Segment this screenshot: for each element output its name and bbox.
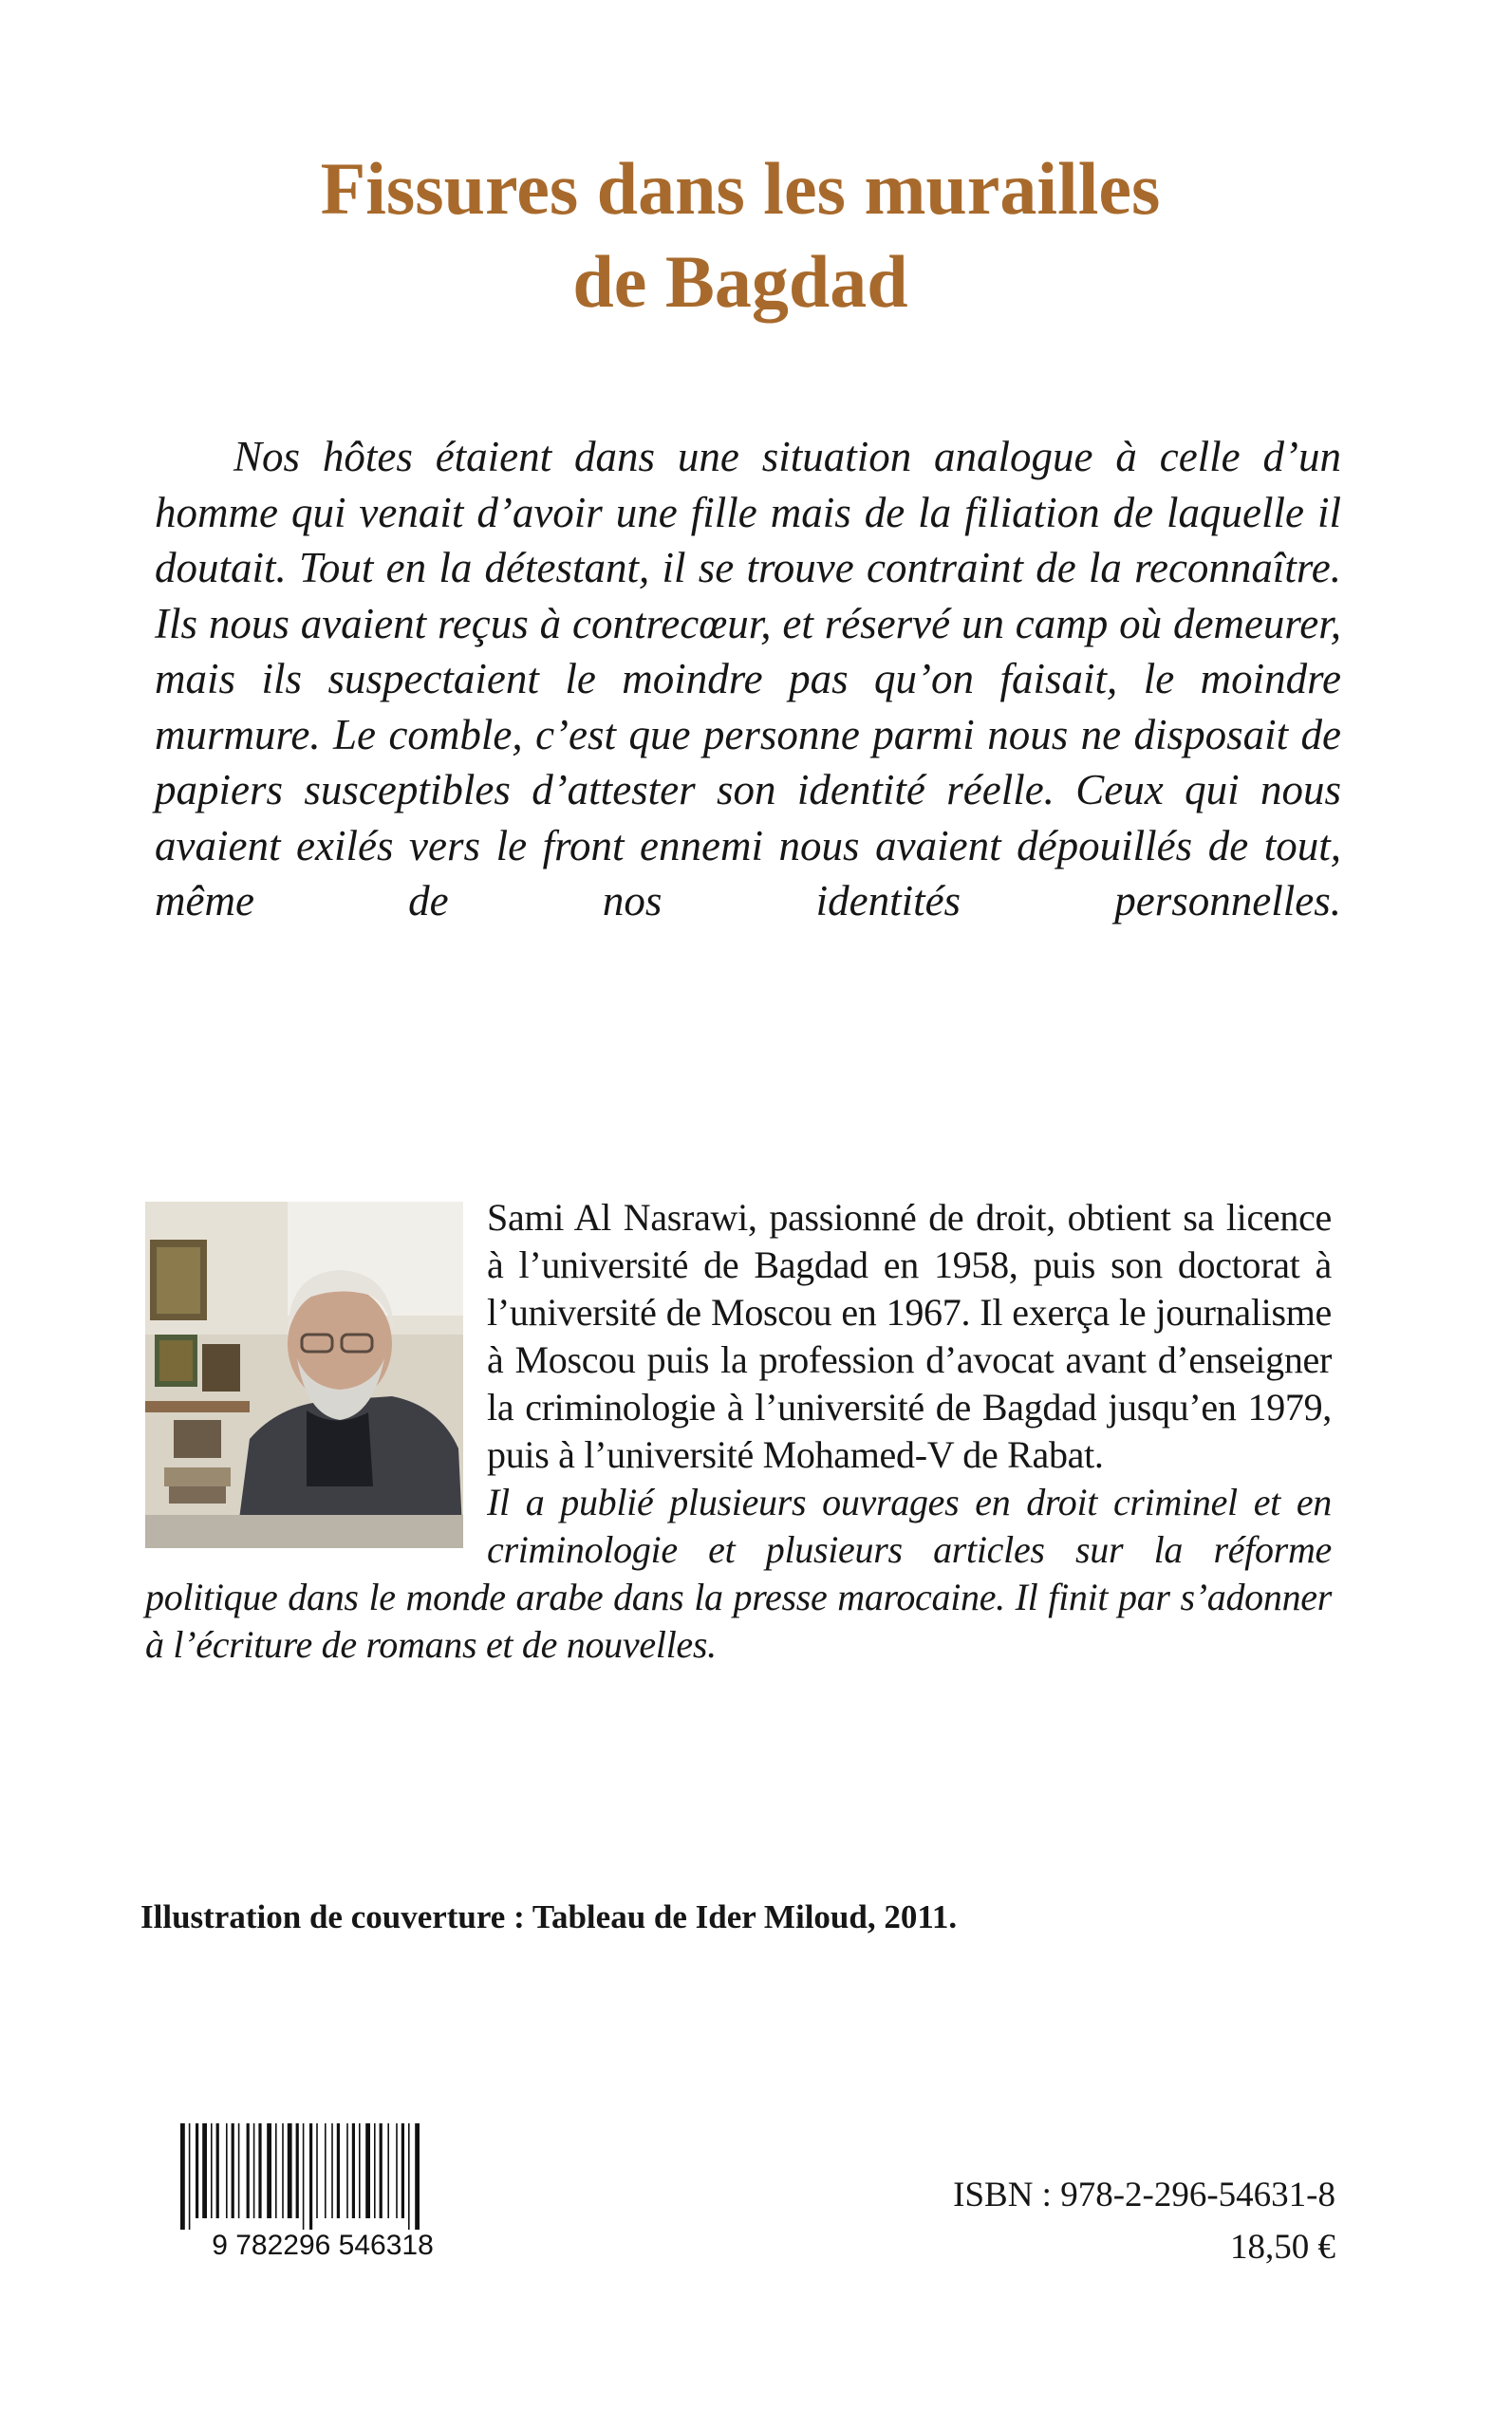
bio-italic-word: nouvelles	[566, 1623, 708, 1666]
barcode-bar	[316, 2123, 318, 2218]
barcode-digits: 9 782296 546318	[212, 2230, 434, 2259]
barcode-bar	[247, 2123, 250, 2218]
barcode-bar	[380, 2123, 383, 2218]
barcode-bar	[374, 2123, 376, 2218]
barcode-bar	[325, 2123, 327, 2218]
barcode-bar	[387, 2123, 389, 2218]
barcode	[171, 2121, 475, 2259]
bio-paragraph-2-end: .	[707, 1623, 717, 1666]
barcode-bar	[232, 2123, 234, 2218]
barcode-bar	[282, 2123, 284, 2218]
cover-illustration-credit: Illustration de couverture : Tableau de Ider Miloud, 2011.	[140, 1898, 958, 1935]
barcode-bar	[180, 2123, 185, 2230]
excerpt-paragraph: Nos hôtes étaient dans une situation analogue à celle d’un homme qui venait d’avoir une fille mais de la filiation de laquelle il doutait. Tout en la détestant, il se trouve contraint de la reconnaître. Ils nous avaient reçus à contrecœur, et réservé un camp où demeurer, mais ils suspectaient le moindre pas qu’on faisait, le moindre murmure. Le comble, c’est que personne parmi nous ne disposait de papiers susceptibles d’attester son identité réelle. Ceux qui nous avaient exilés vers le front ennemi nous avaient dépouillés de tout, même de nos identités personnelles.	[155, 433, 1341, 925]
barcode-bar	[408, 2123, 410, 2230]
barcode-bar	[359, 2123, 361, 2218]
barcode-bar	[309, 2123, 312, 2230]
barcode-bar	[267, 2123, 271, 2218]
barcode-bar	[202, 2123, 207, 2218]
isbn: ISBN : 978-2-296-54631-8	[953, 2176, 1335, 2214]
barcode-bar	[253, 2123, 255, 2218]
author-bio	[145, 1194, 1332, 1669]
barcode-bar	[346, 2123, 348, 2218]
price: 18,50 €	[1230, 2228, 1335, 2267]
barcode-bar	[275, 2123, 277, 2218]
photo-spacer	[145, 1194, 487, 1569]
title-line-1: Fissures dans les murailles	[320, 147, 1161, 230]
barcode-bar	[258, 2123, 261, 2218]
barcode-bar	[303, 2123, 305, 2230]
barcode-bar	[352, 2123, 355, 2218]
barcode-bar	[415, 2123, 420, 2230]
bio-paragraph-1: Sami Al Nasrawi, passionné de droit, obtient sa licence à l’université de Bagdad en 1958, puis son doctorat à l’université de Moscou en 1967. Il exerça le journalisme à Moscou puis la profession d’avocat avant d’enseigner la criminologie à l’université de Bagdad jusqu’en 1979, puis à l’université Mohamed-V de Rabat.	[487, 1196, 1332, 1476]
book-title	[142, 142, 1338, 328]
barcode-bar	[189, 2123, 191, 2230]
barcode-bar	[211, 2123, 213, 2218]
barcode-bar	[401, 2123, 404, 2218]
barcode-bar	[365, 2123, 370, 2218]
barcode-bar	[296, 2123, 299, 2218]
barcode-bar	[396, 2123, 398, 2218]
barcode-bar	[196, 2123, 198, 2218]
barcode-bar	[216, 2123, 219, 2218]
barcode-bar	[331, 2123, 333, 2218]
barcode-bar	[288, 2123, 292, 2218]
barcode-bar	[337, 2123, 340, 2218]
barcode-bar	[238, 2123, 240, 2218]
barcode-bar	[226, 2123, 228, 2218]
title-line-2: de Bagdad	[572, 240, 908, 323]
bio-paragraph-2-text: Il a publié plusieurs ouvrages en droit criminel et en criminologie et plusieurs articles sur la réforme politique dans le monde arabe dans la presse marocaine. Il finit par s’adonner à l’écriture de romans et de	[145, 1481, 1332, 1666]
